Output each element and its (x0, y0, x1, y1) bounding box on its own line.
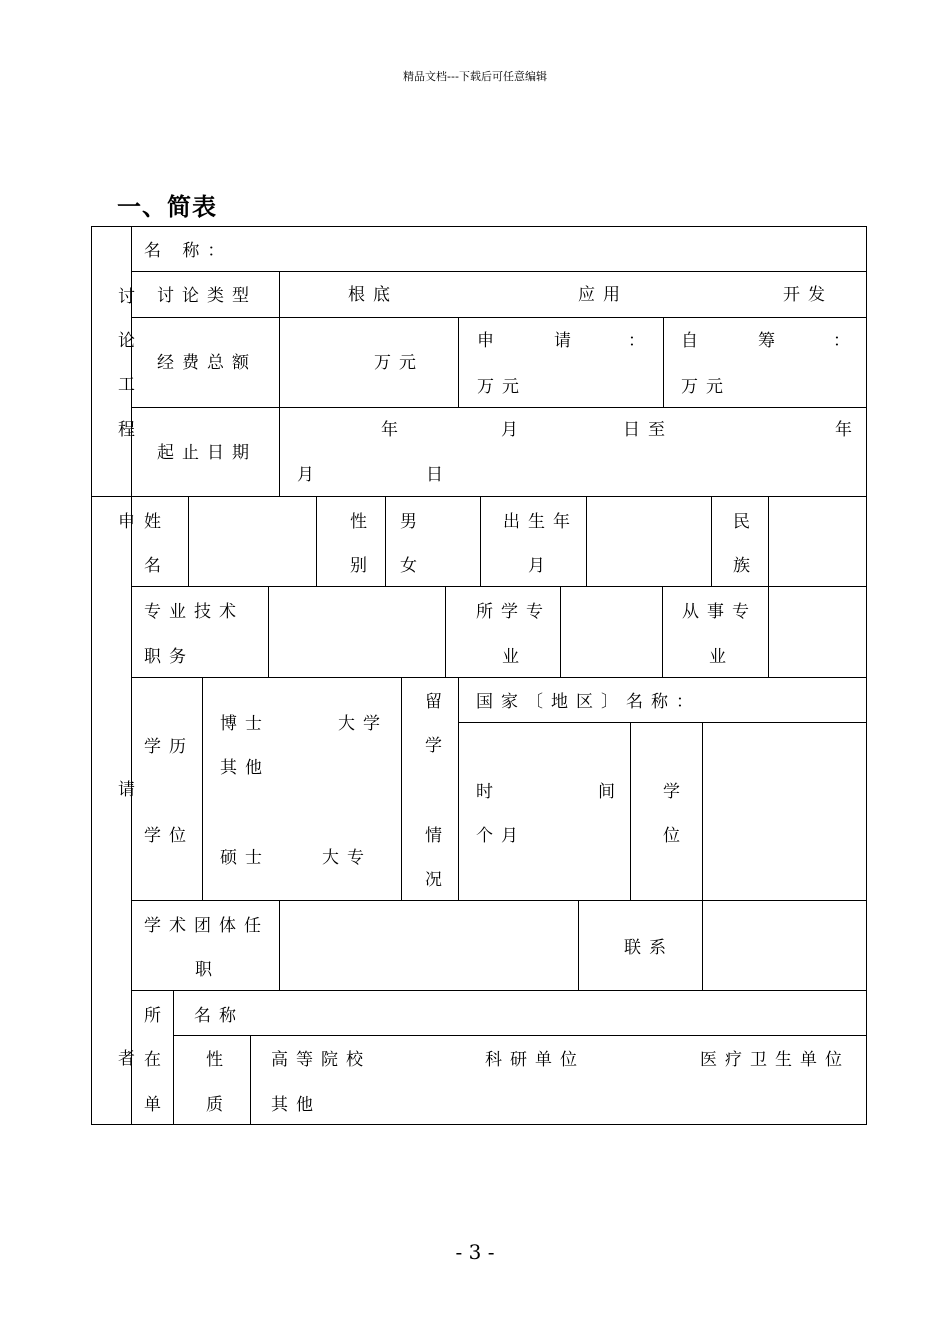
table-gridline (131, 317, 867, 318)
table-gridline (663, 317, 664, 407)
academic-society-label: 学术团体任 (144, 916, 269, 936)
table-gridline (702, 900, 703, 990)
date-unit: 年 (835, 420, 852, 440)
table-gridline (188, 496, 189, 586)
funding-total-label: 经费总额 (157, 353, 257, 373)
table-gridline (630, 722, 631, 900)
unit-type-option[interactable]: 科研单位 (485, 1050, 585, 1070)
unit-type-option[interactable]: 医疗卫生单位 (700, 1050, 850, 1070)
funding-apply-label: 申 (477, 331, 494, 351)
project-dates-label: 起止日期 (157, 443, 257, 463)
funding-apply-label: 请 (554, 331, 571, 351)
study-time-label: 时 (476, 782, 493, 802)
project-label-char: 讨 (118, 287, 135, 307)
applicant-label-char: 请 (118, 780, 135, 800)
table-gridline (279, 272, 280, 496)
birth-label: 月 (528, 556, 545, 576)
funding-self-label: 筹 (758, 331, 775, 351)
table-gridline (385, 496, 386, 586)
date-unit: 日至 (623, 420, 673, 440)
research-type-label: 讨论类型 (157, 286, 257, 306)
birth-label: 出生年 (503, 512, 578, 532)
unit-type-label: 性 (206, 1050, 223, 1070)
contact-label: 联系 (624, 938, 674, 958)
funding-self-label: ： (833, 331, 850, 351)
research-type-option[interactable]: 开发 (783, 285, 833, 305)
table-gridline (578, 900, 579, 990)
field-label: 业 (709, 647, 726, 667)
professional-title-label: 专业技术 (144, 602, 244, 622)
gender-label: 别 (350, 556, 367, 576)
date-unit: 月 (501, 420, 518, 440)
table-gridline (480, 496, 481, 586)
ethnic-label: 民 (733, 512, 750, 532)
table-gridline (250, 1035, 251, 1125)
table-gridline (768, 586, 769, 677)
date-unit: 月 (297, 465, 314, 485)
table-gridline (131, 586, 867, 587)
table-gridline (458, 722, 867, 723)
project-label-char: 工 (118, 375, 135, 395)
section-title: 一、简表 (117, 193, 217, 221)
unit-label: 在 (144, 1050, 161, 1070)
project-label-char: 程 (118, 420, 135, 440)
research-type-option[interactable]: 根底 (348, 285, 398, 305)
page-number: - 3 - (455, 1240, 495, 1264)
gender-option-male[interactable]: 男 (400, 512, 417, 532)
table-gridline (662, 586, 663, 677)
date-unit: 年 (381, 420, 398, 440)
table-gridline (173, 1035, 867, 1036)
education-option[interactable]: 大专 (322, 848, 372, 868)
table-gridline (173, 990, 174, 1125)
table-gridline (445, 586, 446, 677)
applicant-label-char: 申 (118, 512, 135, 532)
name-label: 名 (144, 556, 161, 576)
education-option[interactable]: 博士 (220, 714, 270, 734)
table-gridline (91, 496, 867, 497)
gender-option-female[interactable]: 女 (400, 556, 417, 576)
table-gridline (702, 722, 703, 900)
date-unit: 日 (426, 465, 443, 485)
page-header: 精品文档---下载后可任意编辑 (403, 70, 547, 83)
project-name-label: 名 称： (144, 241, 233, 261)
education-option[interactable]: 硕士 (220, 848, 270, 868)
table-gridline (458, 677, 459, 900)
study-months-label: 个月 (476, 826, 526, 846)
country-label: 国家〔地区〕名称： (476, 692, 701, 712)
major-label: 业 (502, 647, 519, 667)
table-gridline (586, 496, 587, 586)
unit-type-option[interactable]: 其他 (271, 1095, 321, 1115)
table-gridline (401, 677, 402, 900)
name-label: 姓 (144, 512, 161, 532)
unit-type-label: 质 (206, 1095, 223, 1115)
applicant-label-char: 者 (118, 1049, 135, 1069)
unit-type-option[interactable]: 高等院校 (271, 1050, 371, 1070)
table-gridline (560, 586, 561, 677)
table-gridline (768, 496, 769, 586)
funding-total-unit: 万元 (374, 353, 424, 373)
table-gridline (131, 990, 867, 991)
funding-apply-unit: 万元 (477, 377, 527, 397)
table-gridline (268, 586, 269, 677)
funding-apply-label: ： (628, 331, 645, 351)
table-gridline (458, 317, 459, 407)
study-abroad-label: 学 (425, 736, 442, 756)
table-gridline (131, 407, 867, 408)
major-label: 所学专 (476, 602, 551, 622)
unit-label: 单 (144, 1095, 161, 1115)
study-degree-label: 学 (663, 782, 680, 802)
study-abroad-label: 况 (425, 870, 442, 890)
research-type-option[interactable]: 应用 (578, 285, 628, 305)
study-time-label: 间 (598, 782, 615, 802)
table-gridline (279, 900, 280, 990)
funding-self-label: 自 (681, 331, 698, 351)
education-option[interactable]: 大学 (338, 714, 388, 734)
table-gridline (202, 677, 203, 900)
table-gridline (131, 677, 867, 678)
degree-label: 学位 (144, 826, 194, 846)
professional-title-label: 职务 (144, 647, 194, 667)
table-gridline (316, 496, 317, 586)
study-abroad-label: 情 (425, 826, 442, 846)
table-gridline (131, 900, 867, 901)
gender-label: 性 (350, 512, 367, 532)
education-option[interactable]: 其他 (220, 758, 270, 778)
field-label: 从事专 (682, 602, 757, 622)
unit-name-label: 名称 (194, 1006, 244, 1026)
table-gridline (131, 271, 867, 272)
project-label-char: 论 (118, 331, 135, 351)
academic-society-label: 职 (195, 960, 212, 980)
table-gridline (711, 496, 712, 586)
unit-label: 所 (144, 1006, 161, 1026)
ethnic-label: 族 (733, 556, 750, 576)
funding-self-unit: 万元 (681, 377, 731, 397)
education-label: 学历 (144, 737, 194, 757)
study-abroad-label: 留 (425, 692, 442, 712)
study-degree-label: 位 (663, 826, 680, 846)
